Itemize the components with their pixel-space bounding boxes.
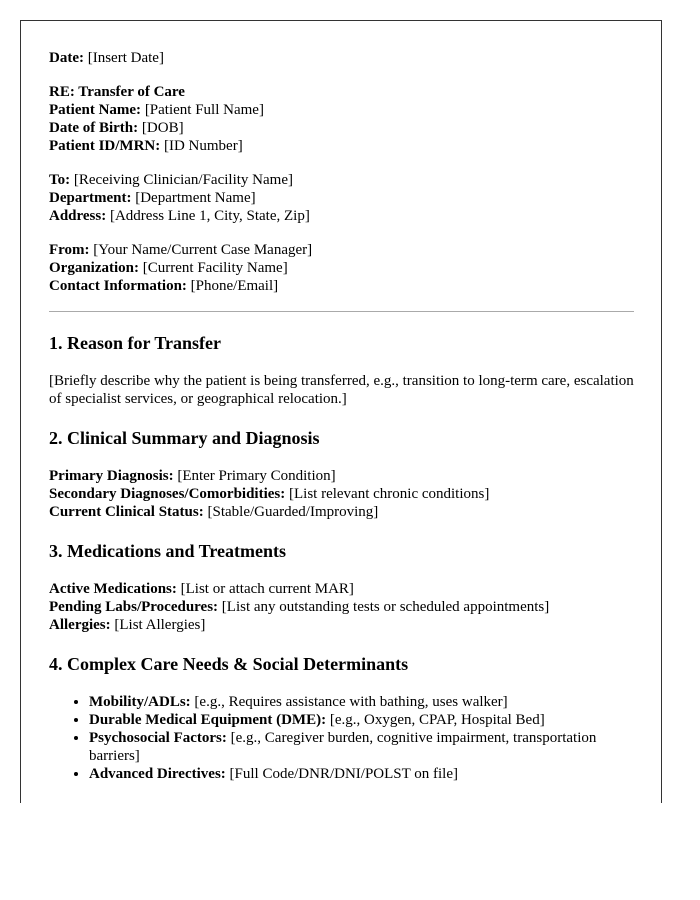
field-value: [Address Line 1, City, State, Zip] — [109, 208, 310, 224]
medications-summary — [49, 580, 634, 634]
patient-name-line — [49, 101, 634, 119]
field-value: [Enter Primary Condition] — [177, 468, 336, 484]
organization-line — [49, 259, 634, 277]
field-label: Mobility/ADLs: — [89, 694, 191, 710]
field-value: [Stable/Guarded/Improving] — [207, 504, 379, 520]
dob-line — [49, 119, 634, 137]
from-line — [49, 241, 634, 259]
list-item — [89, 693, 634, 711]
field-label: Department: — [49, 190, 132, 206]
re-subject: RE: Transfer of Care — [49, 84, 185, 100]
mrn-line — [49, 137, 634, 155]
section-heading: 2. Clinical Summary and Diagnosis — [49, 428, 320, 448]
field-value: [Your Name/Current Case Manager] — [93, 242, 313, 258]
care-needs-list — [49, 693, 634, 783]
field-value: [ID Number] — [163, 138, 243, 154]
field-value: [Receiving Clinician/Facility Name] — [73, 172, 293, 188]
field-label: Current Clinical Status: — [49, 504, 204, 520]
contact-line — [49, 277, 634, 295]
field-value: [List or attach current MAR] — [180, 581, 354, 597]
sender-block — [49, 241, 634, 295]
field-label: Date: — [49, 50, 84, 66]
field-value: [List Allergies] — [114, 617, 206, 633]
field-label: Patient ID/MRN: — [49, 138, 161, 154]
field-label: Allergies: — [49, 617, 111, 633]
field-label: Psychosocial Factors: — [89, 730, 227, 746]
field-label: Active Medications: — [49, 581, 177, 597]
field-label: To: — [49, 172, 71, 188]
date-block — [49, 49, 634, 67]
section-heading: 1. Reason for Transfer — [49, 333, 221, 353]
re-line — [49, 83, 634, 101]
field-value: [DOB] — [141, 120, 184, 136]
field-label: Contact Information: — [49, 278, 187, 294]
field-value: [Phone/Email] — [190, 278, 279, 294]
list-item — [89, 765, 634, 783]
field-label: Secondary Diagnoses/Comorbidities: — [49, 486, 286, 502]
field-label: Primary Diagnosis: — [49, 468, 174, 484]
patient-block — [49, 83, 634, 155]
clinical-summary — [49, 467, 634, 521]
field-label: Organization: — [49, 260, 139, 276]
field-value: [e.g., Oxygen, CPAP, Hospital Bed] — [329, 712, 545, 728]
field-label: From: — [49, 242, 90, 258]
field-value: [List any outstanding tests or scheduled appointments] — [221, 599, 550, 615]
field-label: Advanced Directives: — [89, 766, 226, 782]
field-label: Pending Labs/Procedures: — [49, 599, 219, 615]
reason-text: [Briefly describe why the patient is being transferred, e.g., transition to long-term care, escalation of specialist services, or geographical relocation.] — [49, 373, 634, 407]
date-line — [49, 49, 634, 67]
field-value: [Insert Date] — [87, 50, 164, 66]
field-value: [List relevant chronic conditions] — [289, 486, 490, 502]
department-line — [49, 189, 634, 207]
address-line — [49, 207, 634, 225]
section-heading: 4. Complex Care Needs & Social Determinants — [49, 654, 409, 674]
section-heading: 3. Medications and Treatments — [49, 541, 286, 561]
field-label: Address: — [49, 208, 107, 224]
list-item — [89, 711, 634, 729]
field-label: Date of Birth: — [49, 120, 139, 136]
field-value: [Department Name] — [135, 190, 256, 206]
list-item — [89, 729, 634, 765]
recipient-block — [49, 171, 634, 225]
field-value: [e.g., Requires assistance with bathing, uses walker] — [194, 694, 508, 710]
to-line — [49, 171, 634, 189]
field-value: [Patient Full Name] — [144, 102, 264, 118]
divider — [49, 311, 634, 312]
field-value: [e.g., Caregiver burden, cognitive impairment, transportation barriers] — [89, 730, 597, 764]
field-label: Durable Medical Equipment (DME): — [89, 712, 327, 728]
transfer-of-care-letter — [20, 20, 662, 803]
field-value: [Current Facility Name] — [142, 260, 288, 276]
field-value: [Full Code/DNR/DNI/POLST on file] — [229, 766, 459, 782]
field-label: Patient Name: — [49, 102, 142, 118]
